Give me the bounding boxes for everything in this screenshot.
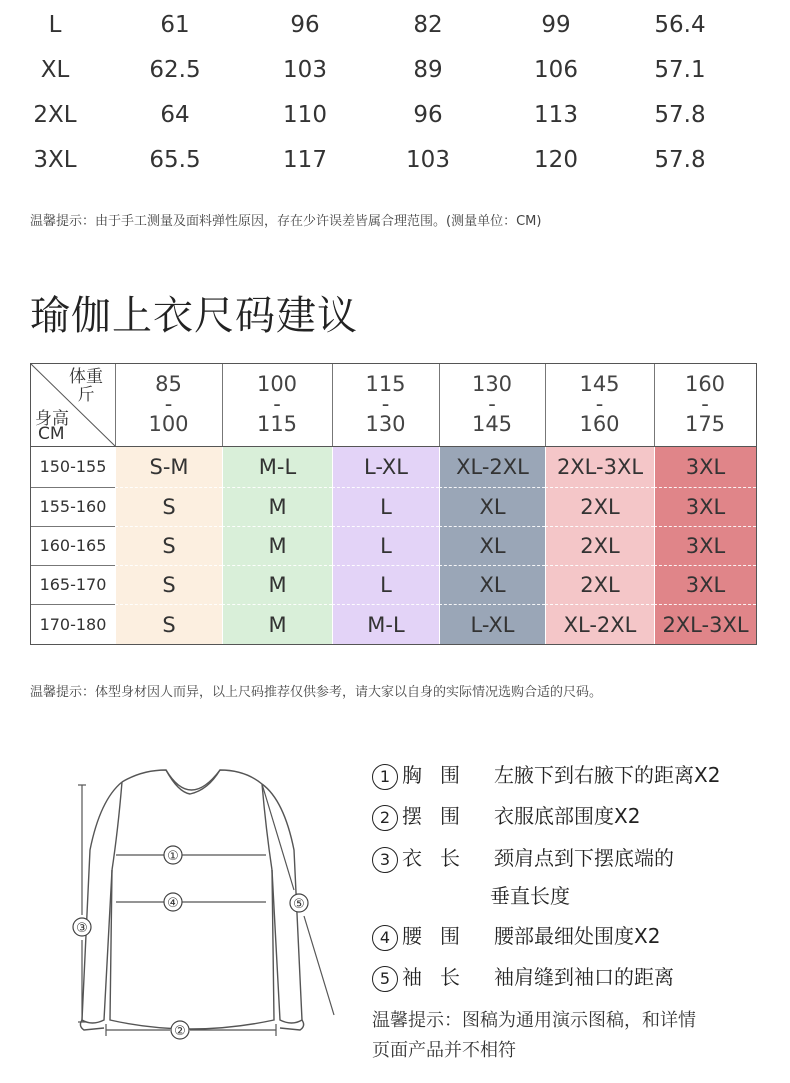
size-value: 96: [290, 12, 320, 38]
height-row-label: 150-155: [39, 457, 107, 476]
size-row: [0, 3, 790, 47]
size-label: 2XL: [33, 102, 77, 128]
legend-item-waist: [372, 921, 660, 951]
weight-dash: -: [488, 392, 496, 416]
size-value: 120: [534, 147, 578, 173]
section-title: 瑜伽上衣尺码建议: [30, 293, 358, 339]
legend-desc: 左腋下到右腋下的距离X2: [494, 763, 721, 787]
weight-from: 145: [579, 372, 620, 396]
size-recommend-cell: M: [222, 487, 332, 526]
legend-key: 衣长: [402, 846, 478, 870]
size-recommend-cell: L: [332, 487, 439, 526]
weight-dash: -: [164, 392, 173, 416]
size-recommend-cell: 3XL: [654, 565, 756, 604]
legend-desc: 衣服底部围度X2: [494, 804, 641, 828]
size-row: [0, 48, 790, 92]
height-row-label: 165-170: [39, 575, 107, 594]
size-recommend-cell: 3XL: [654, 446, 756, 487]
size-recommend-cell: 2XL: [545, 487, 654, 526]
size-recommend-table: [30, 363, 757, 645]
length-marker-label: ③: [76, 921, 88, 936]
size-recommend-cell: S: [115, 526, 222, 565]
size-value: 117: [283, 147, 327, 173]
legend-item-length: [372, 843, 674, 873]
size-value: 113: [534, 102, 578, 128]
size-recommend-cell: L: [332, 565, 439, 604]
legend-key: 袖长: [402, 965, 478, 989]
size-value: 65.5: [149, 147, 201, 173]
size-value: 99: [541, 12, 571, 38]
size-recommend-cell: S: [115, 487, 222, 526]
legend-key: 摆围: [402, 804, 478, 828]
size-recommend-cell: XL: [439, 487, 545, 526]
diagram-note-line2: 页面产品并不相符: [372, 1040, 516, 1061]
weight-to: 145: [471, 412, 513, 436]
size-recommend-cell: XL-2XL: [439, 446, 545, 487]
size-value: 110: [283, 102, 327, 128]
weight-from: 115: [365, 372, 406, 396]
size-recommend-cell: XL: [439, 526, 545, 565]
weight-column-header: [222, 374, 332, 434]
legend-desc: 颈肩点到下摆底端的: [494, 846, 674, 870]
size-recommend-cell: 2XL: [545, 565, 654, 604]
grid-hline: [31, 604, 115, 605]
weight-dash: -: [595, 392, 604, 416]
size-recommend-cell: M: [222, 565, 332, 604]
weight-column-header: [439, 374, 545, 434]
size-value: 62.5: [149, 57, 201, 83]
size-recommend-cell: 2XL-3XL: [545, 446, 654, 487]
size-recommend-cell: XL: [439, 565, 545, 604]
size-recommend-cell: M-L: [332, 604, 439, 644]
size-recommend-cell: M: [222, 526, 332, 565]
size-value: 57.1: [654, 57, 706, 83]
hem-marker-label: ②: [174, 1024, 186, 1039]
size-value: 106: [534, 57, 578, 83]
weight-from: 160: [684, 372, 726, 396]
size-value: 96: [413, 102, 443, 128]
weight-to: 175: [684, 412, 726, 436]
legend-key: 胸围: [402, 763, 478, 787]
weight-dash: -: [381, 392, 390, 416]
legend-desc: 袖肩缝到袖口的距离: [494, 965, 674, 989]
legend-desc: 腰部最细处围度X2: [494, 924, 661, 948]
height-row-label: 160-165: [39, 536, 107, 555]
weight-from: 85: [155, 372, 182, 396]
legend-number: 2: [372, 805, 398, 831]
legend-number: 5: [372, 966, 398, 992]
corner-height-label: 身高: [35, 409, 69, 429]
weight-to: 115: [256, 412, 298, 436]
legend-item-sleeve: [372, 962, 674, 992]
weight-column-header: [115, 374, 222, 434]
legend-item-hem: [372, 801, 640, 831]
recommend-note: 温馨提示：体型身材因人而异，以上尺码推荐仅供参考，请大家以自身的实际情况选购合适的尺码。: [30, 685, 603, 700]
size-value: 57.8: [654, 147, 706, 173]
size-value: 82: [413, 12, 443, 38]
weight-to: 160: [579, 412, 620, 436]
size-recommend-cell: S: [115, 565, 222, 604]
grid-hline: [31, 565, 115, 566]
diagram-note-line1: 温馨提示：图稿为通用演示图稿，和详情: [372, 1010, 696, 1031]
size-recommend-cell: M: [222, 604, 332, 644]
weight-dash: -: [273, 392, 281, 416]
weight-to: 130: [365, 412, 406, 436]
size-recommend-cell: L-XL: [332, 446, 439, 487]
size-recommend-cell: M-L: [222, 446, 332, 487]
legend-item-length-cont: [490, 881, 570, 911]
grid-hline: [31, 487, 115, 488]
legend-number: 1: [372, 764, 398, 790]
measure-note: 温馨提示：由于手工测量及面料弹性原因，存在少许误差皆属合理范围。(测量单位：CM): [30, 214, 542, 229]
size-value: 57.8: [654, 102, 706, 128]
size-recommend-cell: 3XL: [654, 526, 756, 565]
size-label: L: [48, 12, 62, 38]
size-recommend-cell: 2XL: [545, 526, 654, 565]
corner-unit-label: CM: [38, 424, 65, 444]
size-label: 3XL: [33, 147, 77, 173]
legend-number: 3: [372, 847, 398, 873]
corner-weight-label: 体重 斤: [69, 367, 103, 405]
garment-diagram: [70, 760, 350, 1045]
weight-from: 130: [471, 372, 513, 396]
size-recommend-cell: L-XL: [439, 604, 545, 644]
weight-column-header: [332, 374, 439, 434]
size-recommend-cell: L: [332, 526, 439, 565]
weight-dash: -: [701, 392, 709, 416]
height-row-label: 170-180: [39, 614, 107, 634]
size-recommend-cell: S-M: [115, 446, 222, 487]
size-recommend-cell: 3XL: [654, 487, 756, 526]
grid-hline: [31, 526, 115, 527]
legend-key: 腰围: [402, 924, 478, 948]
header-divider: [31, 446, 756, 447]
size-value: 89: [413, 57, 443, 83]
size-recommend-cell: S: [115, 604, 222, 644]
legend-desc: 垂直长度: [490, 884, 570, 908]
weight-to: 100: [148, 412, 189, 436]
chest-marker-label: ①: [167, 849, 179, 864]
size-row: [0, 93, 790, 137]
weight-from: 100: [256, 372, 298, 396]
height-row-label: 155-160: [39, 497, 107, 516]
size-value: 103: [283, 57, 327, 83]
legend-number: 4: [372, 925, 398, 951]
size-recommend-cell: 2XL-3XL: [654, 604, 756, 644]
size-label: XL: [40, 57, 70, 83]
waist-marker-label: ④: [167, 896, 179, 911]
weight-column-header: [545, 374, 654, 434]
size-value: 56.4: [654, 12, 706, 38]
legend-item-chest: [372, 760, 720, 790]
size-recommend-cell: XL-2XL: [545, 604, 654, 644]
size-value: 61: [160, 12, 190, 38]
size-value: 64: [160, 102, 190, 128]
weight-column-header: [654, 374, 756, 434]
size-row: [0, 138, 790, 182]
size-value: 103: [406, 147, 450, 173]
sleeve-marker-label: ⑤: [293, 897, 305, 912]
